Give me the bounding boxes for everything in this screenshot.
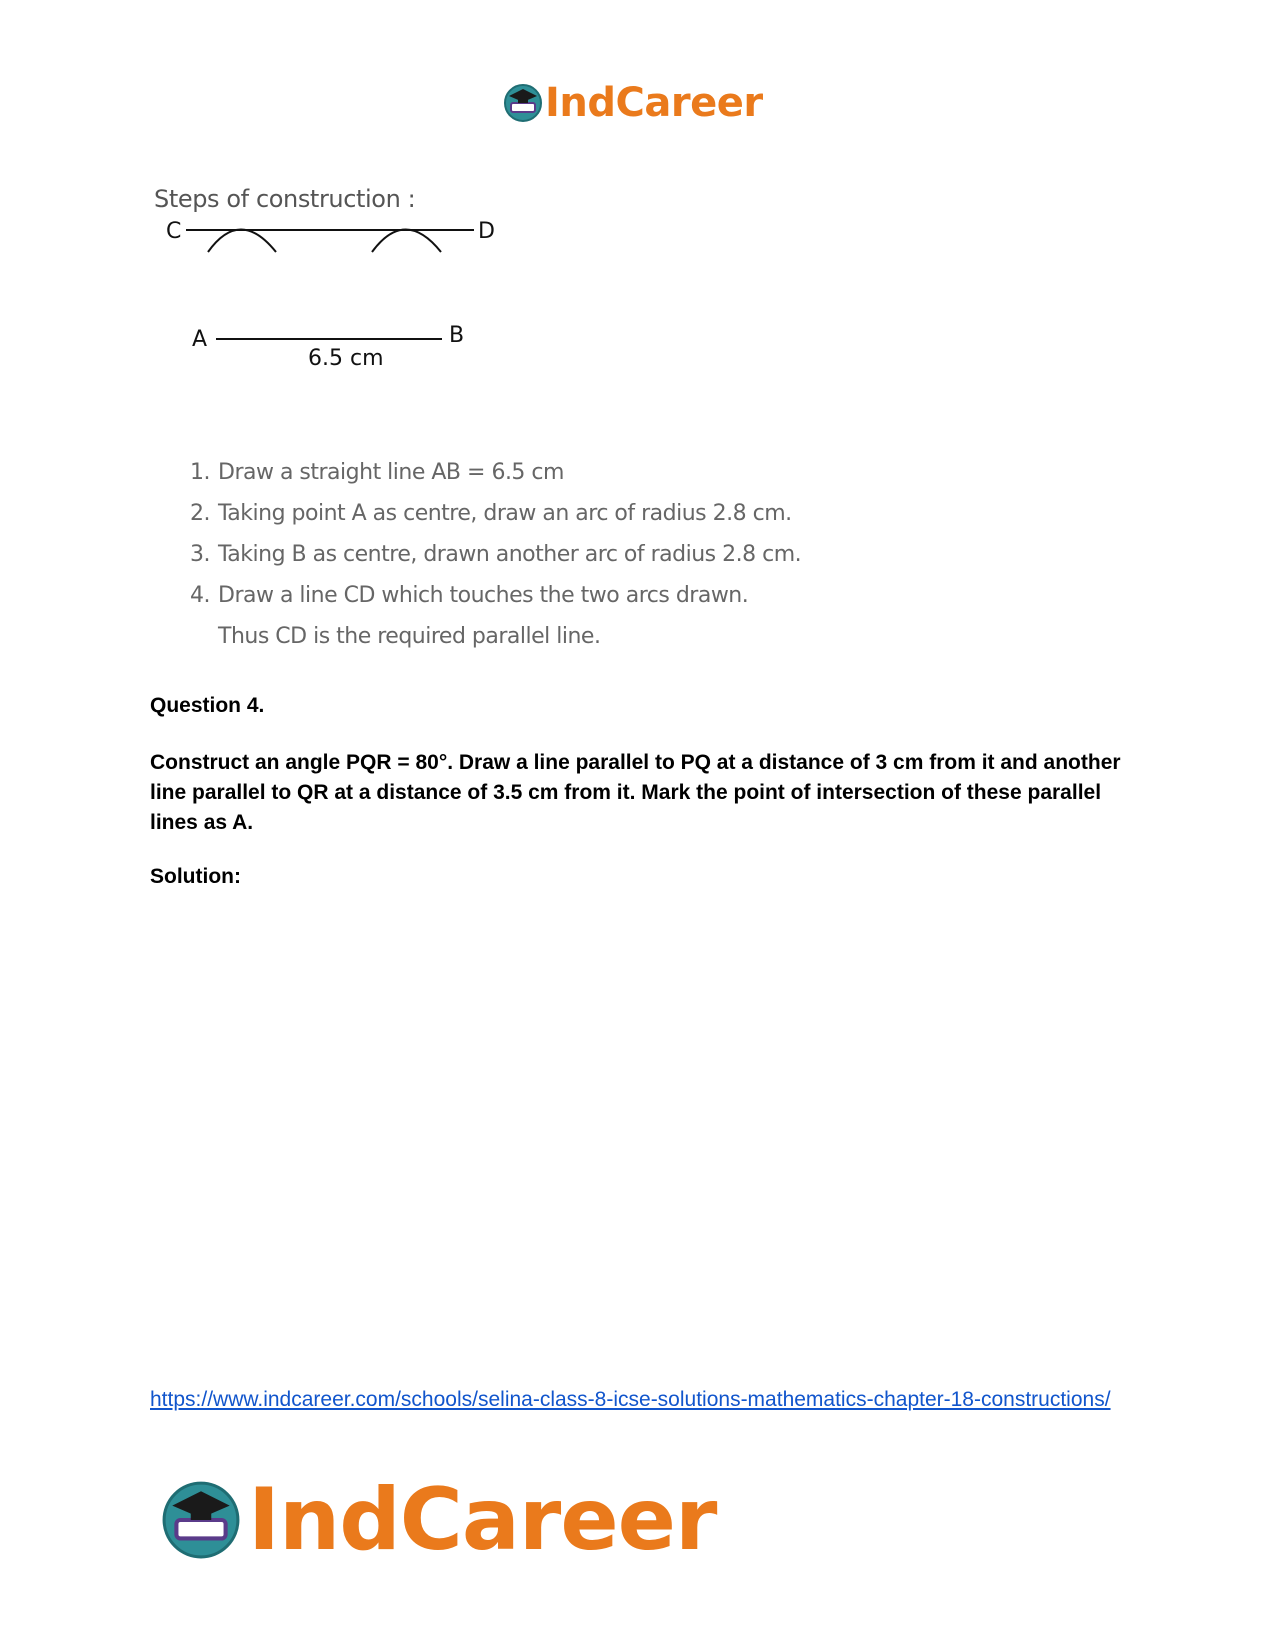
question-text: Construct an angle PQR = 80°. Draw a line parallel to PQ at a distance of 3 cm from it and another line parallel to QR at a distance of 3.5 cm from it. Mark the point of intersection of these parallel lines as A. — [150, 751, 1121, 834]
step-item — [190, 493, 801, 534]
graduation-cap-book-icon — [503, 83, 543, 123]
logo-text: IndCareer — [248, 1470, 717, 1570]
step-text: Taking point A as centre, draw an arc of radius 2.8 cm. — [218, 501, 792, 526]
source-link[interactable]: https://www.indcareer.com/schools/selina-class-8-icse-solutions-mathematics-chapter-18-constructions/ — [150, 1388, 1111, 1411]
footer-logo — [160, 1470, 716, 1570]
construction-figure — [160, 215, 540, 390]
step-text: Taking B as centre, drawn another arc of radius 2.8 cm. — [218, 542, 802, 567]
point-label-c: C — [166, 219, 182, 244]
step-text: Draw a straight line AB = 6.5 cm — [218, 460, 564, 485]
point-label-d: D — [478, 219, 495, 244]
step-number: 3. — [190, 542, 210, 567]
step-item — [190, 452, 801, 493]
step-number: 1. — [190, 460, 210, 485]
construction-steps — [190, 452, 801, 657]
graduation-cap-book-icon — [160, 1479, 242, 1561]
solution-label: Solution: — [150, 865, 241, 888]
construction-heading: Steps of construction : — [154, 185, 416, 213]
step-item — [190, 575, 801, 616]
point-label-b: B — [449, 323, 465, 348]
length-label: 6.5 cm — [308, 346, 384, 371]
step-item — [190, 534, 801, 575]
step-number: 2. — [190, 501, 210, 526]
step-text: Draw a line CD which touches the two arcs drawn. — [218, 583, 749, 608]
step-number: 4. — [190, 583, 210, 608]
arc-from-b — [372, 230, 441, 253]
question-label: Question 4. — [150, 694, 265, 717]
logo-text: IndCareer — [545, 80, 763, 126]
steps-conclusion: Thus CD is the required parallel line. — [218, 624, 601, 649]
header-logo — [503, 80, 763, 126]
point-label-a: A — [192, 327, 208, 352]
arc-from-a — [208, 230, 276, 253]
